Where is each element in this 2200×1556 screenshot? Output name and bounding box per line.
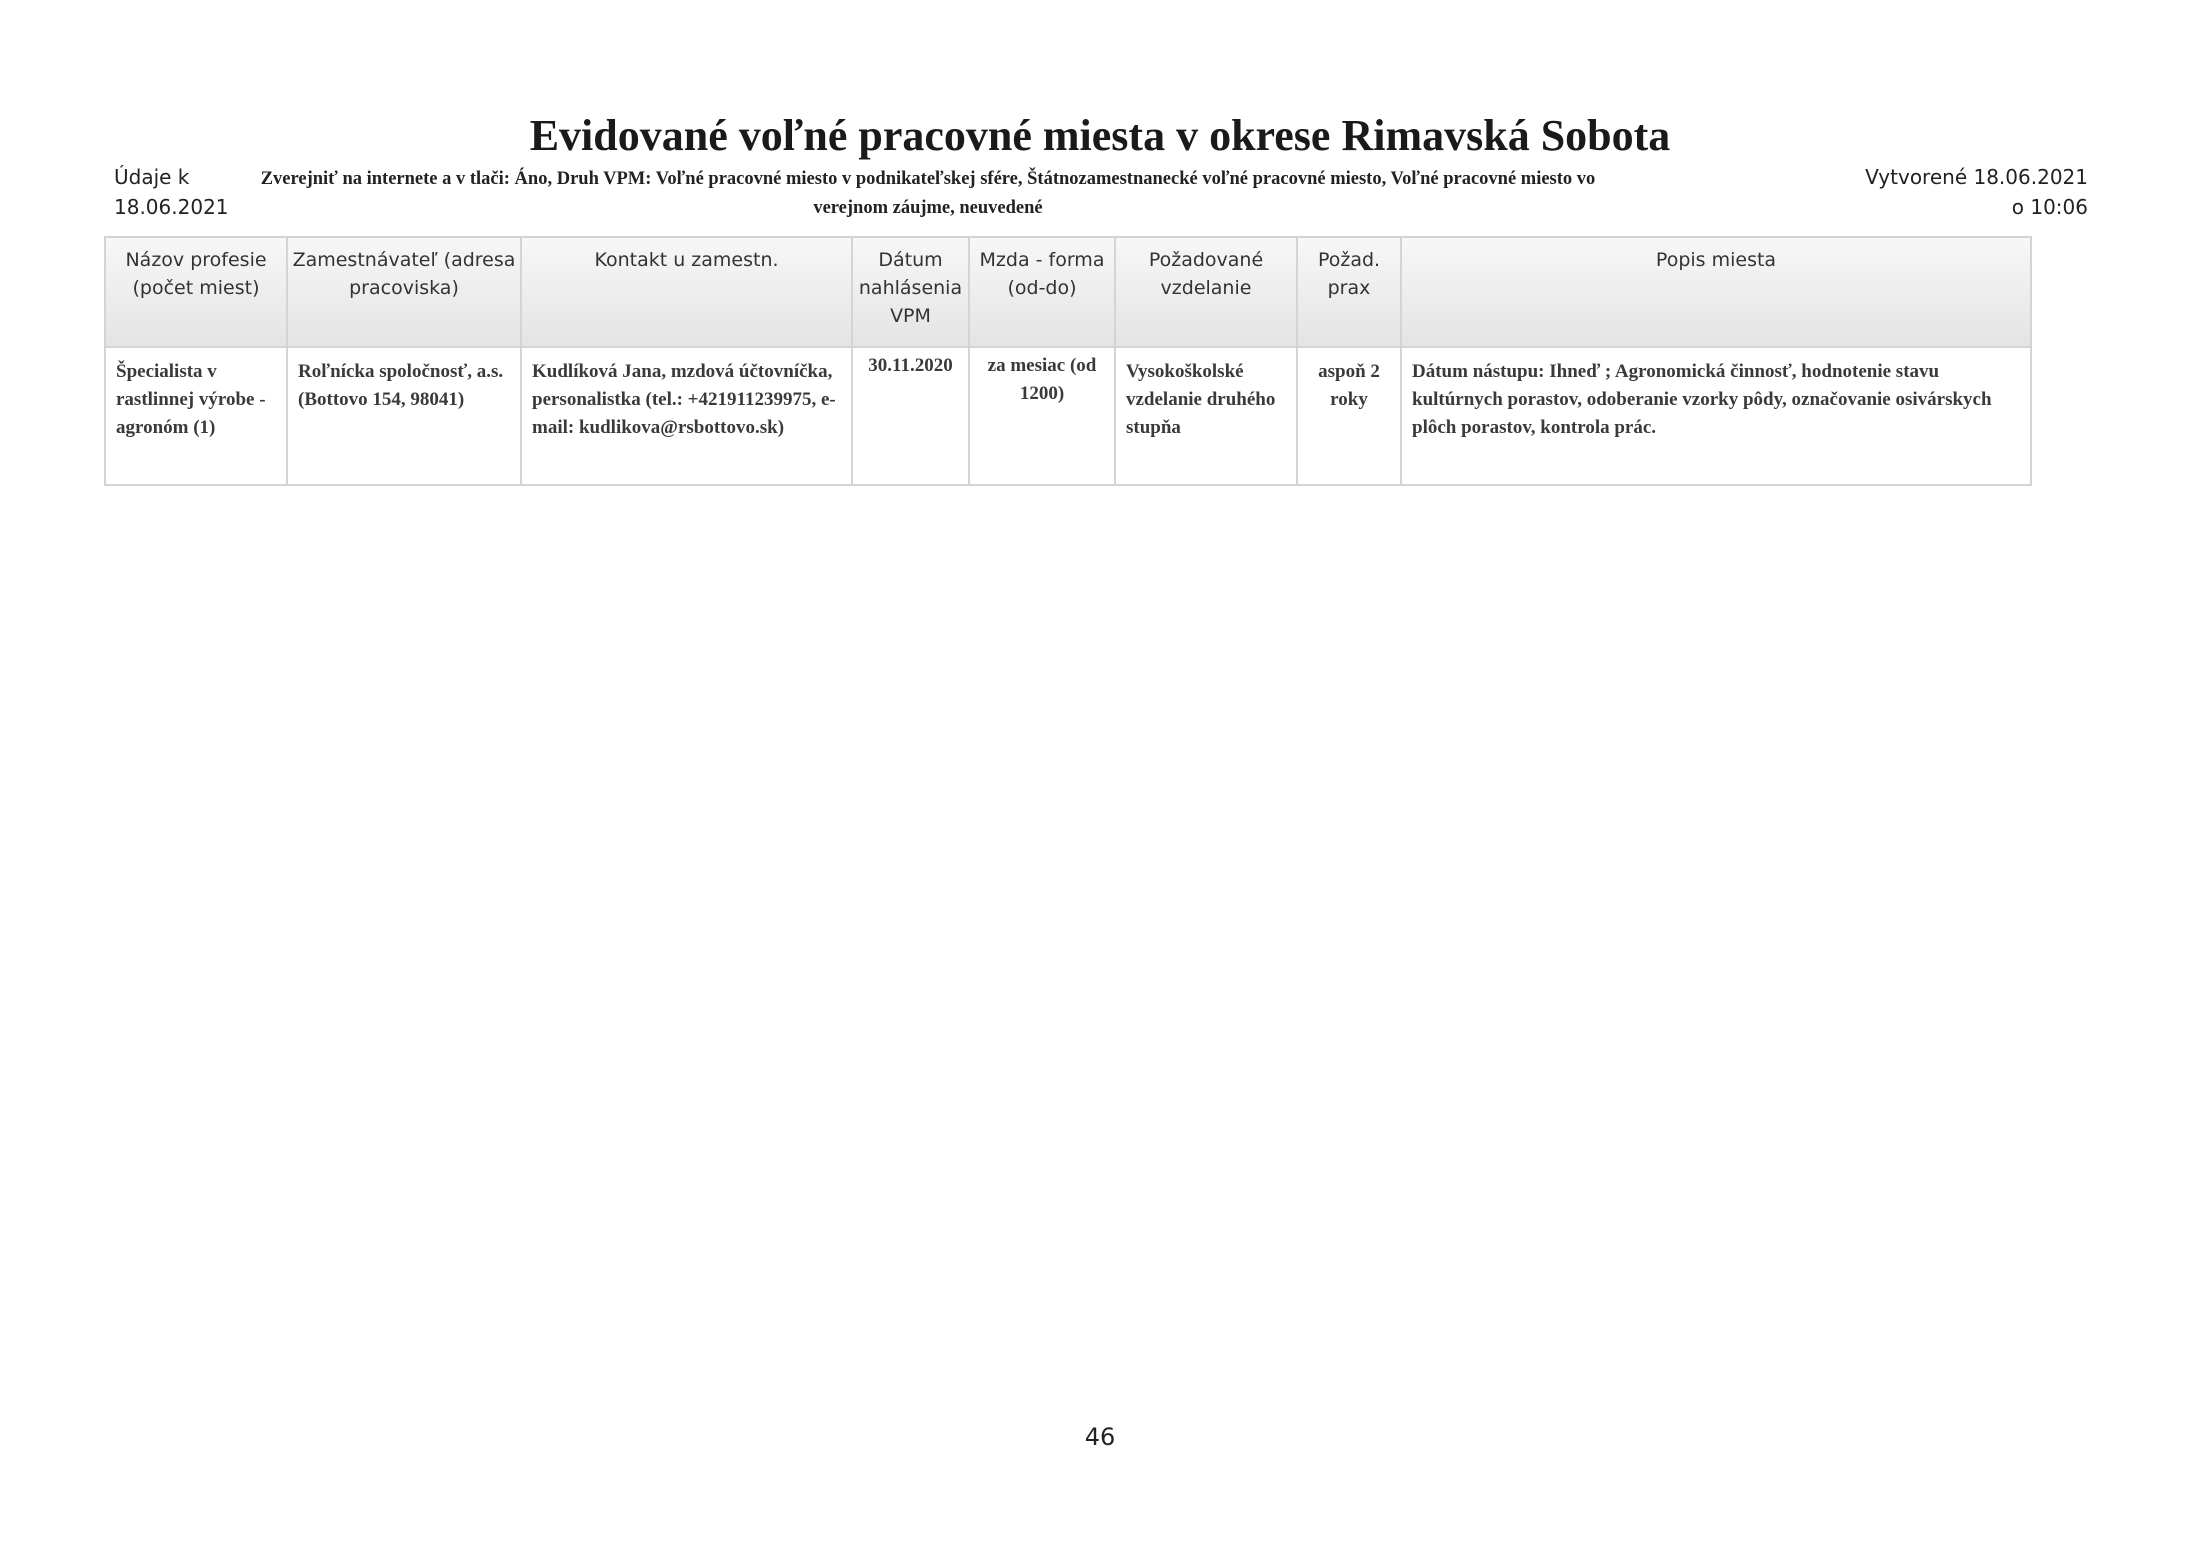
table-header-row (105, 237, 2031, 347)
document-title: Evidované voľné pracovné miesta v okrese Rimavská Sobota (529, 111, 1671, 160)
header-reported-date: Dátum nahlásenia VPM (852, 237, 969, 347)
cell-experience: aspoň 2 roky (1297, 347, 1401, 485)
cell-education: Vysokoškolské vzdelanie druhého stupňa (1115, 347, 1297, 485)
header-education: Požadované vzdelanie (1115, 237, 1297, 347)
vacancies-table (104, 236, 2032, 486)
table-row (105, 347, 2031, 485)
header-salary: Mzda - forma (od-do) (969, 237, 1115, 347)
page-number: 46 (1084, 1423, 1116, 1451)
header-employer: Zamestnávateľ (adresa pracoviska) (287, 237, 521, 347)
publication-filter-text: Zverejniť na internete a v tlači: Áno, Druh VPM: Voľné pracovné miesto v podnikateľskej sfére, Štátnozamestnanecké voľné pracovné miesto, Voľné pracovné miesto vo verejnom záujme, neuvedené (260, 169, 1596, 218)
created-timestamp: Vytvorené 18.06.2021 o 10:06 (1865, 165, 2088, 219)
cell-profession: Špecialista v rastlinnej výrobe - agronóm (1) (105, 347, 287, 485)
cell-reported-date: 30.11.2020 (852, 347, 969, 485)
cell-salary: za mesiac (od 1200) (969, 347, 1115, 485)
cell-employer: Roľnícka spoločnosť, a.s.(Bottovo 154, 98041) (287, 347, 521, 485)
data-as-of-date: Údaje k 18.06.2021 (114, 165, 229, 219)
header-profession: Názov profesie (počet miest) (105, 237, 287, 347)
cell-description: Dátum nástupu: Ihneď ; Agronomická činnosť, hodnotenie stavu kultúrnych porastov, odoberanie vzorky pôdy, označovanie osivárskych plôch porastov, kontrola prác. (1401, 347, 2031, 485)
header-experience: Požad. prax (1297, 237, 1401, 347)
header-description: Popis miesta (1401, 237, 2031, 347)
header-contact: Kontakt u zamestn. (521, 237, 852, 347)
cell-contact: Kudlíková Jana, mzdová účtovníčka, personalistka (tel.: +421911239975, e-mail: kudlikova@rsbottovo.sk) (521, 347, 852, 485)
